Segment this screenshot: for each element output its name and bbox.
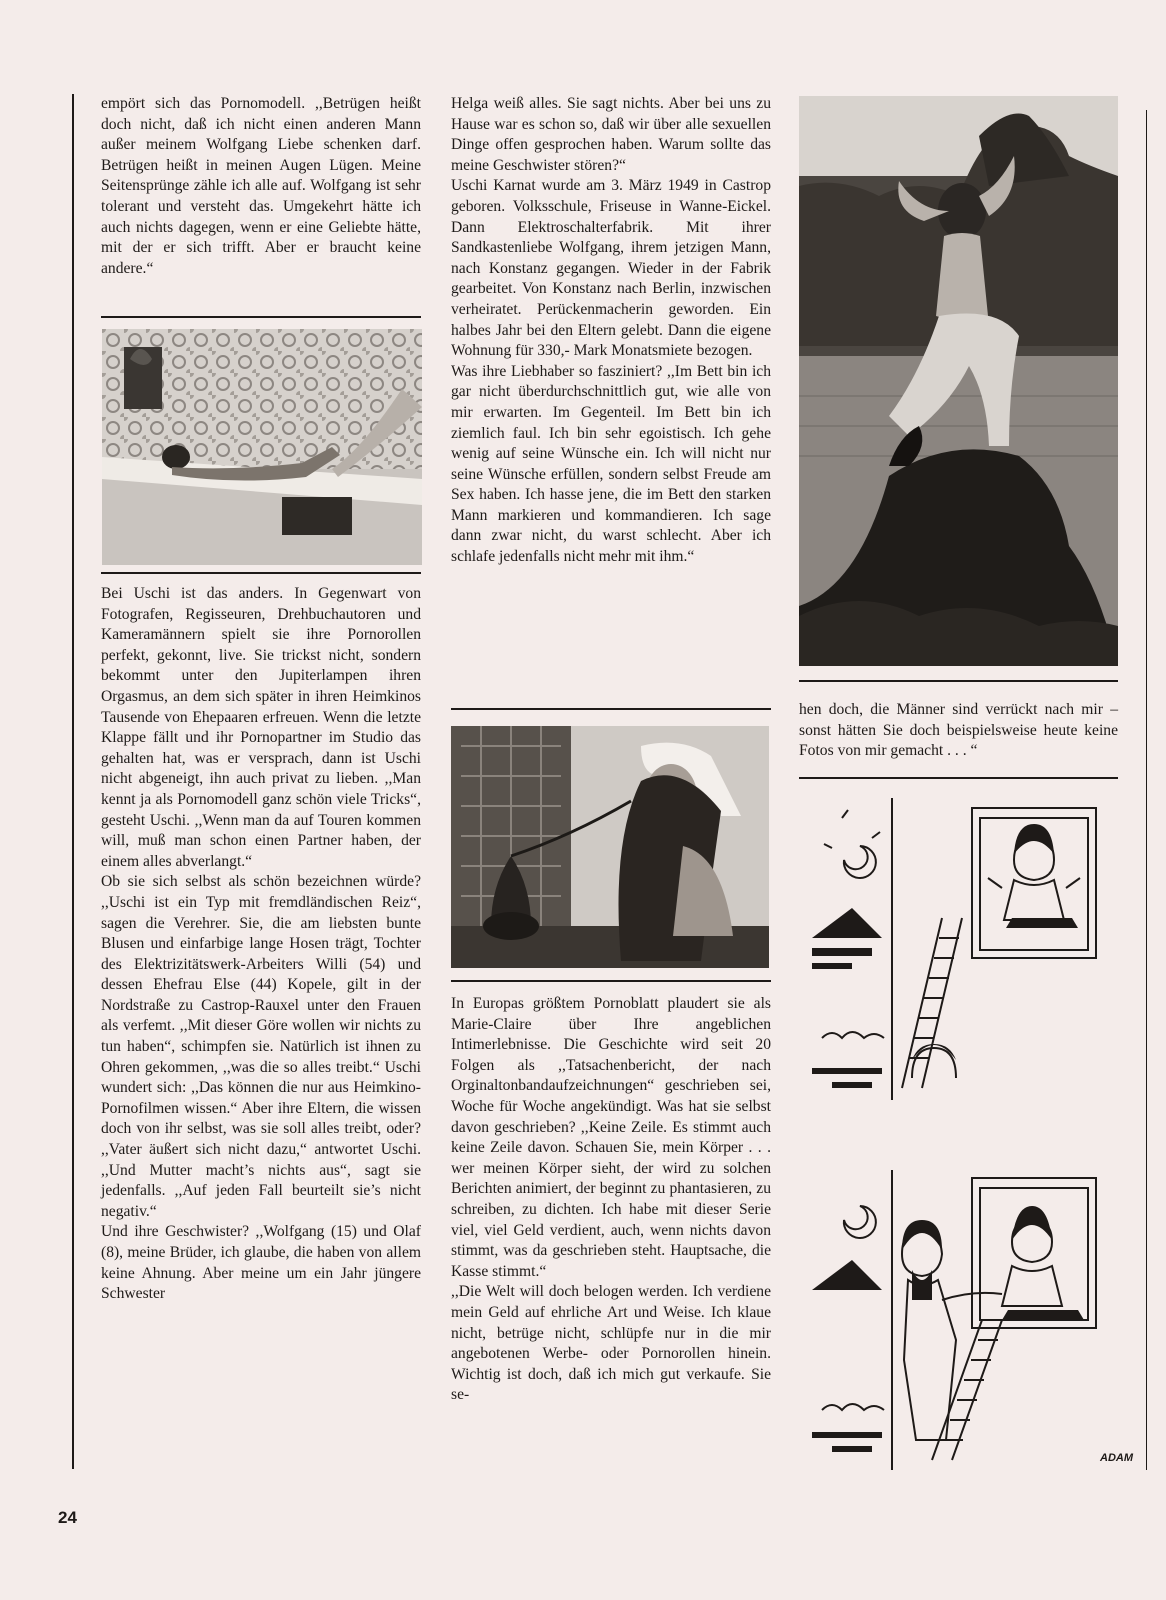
column-1-block-2: [101, 584, 421, 1305]
paragraph: Und ihre Geschwister? ,,Wolfgang (15) und Olaf (8), meine Brüder, ich glaube, die haben von allem keine Ahnung. Aber meine um ein Jahr jüngere Schwester: [101, 1223, 421, 1303]
column-1-block-1: [101, 94, 421, 279]
column-1-divider-top: [101, 316, 421, 318]
paragraph: Bei Uschi ist das anders. In Gegenwart von Fotografen, Regisseuren, Drehbuchautoren und Kameramännern spielt sie ihre Pornorollen perfekt, gekonnt, live. Sie trickst nicht, sondern bekommt unter den Jupiterlampen ihren Orgasmus, an dem sich später in ihren Heimkinos Tausende von Ehepaaren erfreuen. Wenn die letzte Klappe fällt und ihr Pornopartner im Studio das gehalten hat, was er versprach, dann ist Uschi nicht abgeneigt, ihn auch privat zu lieben. ,,Man kennt ja als Pornomodell ganz schön viele Tricks“, gesteht Uschi. ,,Wenn man da auf Touren kommen will, muß man schon einen Partner haben, der einem alles abverlangt.“: [101, 585, 421, 870]
right-margin-rule: [1146, 110, 1147, 1470]
column-2-divider-top: [451, 708, 771, 710]
paragraph: Ob sie sich selbst als schön bezeichnen würde? ,,Uschi ist ein Typ mit fremdländischen Reiz“, sagen die Verehrer. Sie, die am liebsten bunte Blusen und einfarbige lange Hosen trägt, Tochter des Elektrizitätswerk-Arbeiters Willi (54) und dessen Ehefrau Else (44) Kopele, gilt in der Nordstraße zu Castrop-Rauxel unter den Frauen als verfemt. ,,Mit dieser Göre wollen wir nichts zu tun haben“, schimpfen sie. Natürlich ist ihnen zu Ohren gekommen, ,,was die so alles treibt.“ Uschi wundert sich: ,,Das können die nur aus Heimkino-Pornofilmen wissen.“ Aber ihre Eltern, die wissen doch von ihr selbst, was sie soll alles treibt, oder? ,,Vater äußert sich nicht dazu,“ antwortet Uschi. ,,Und Mutter macht’s nichts aus“, sagt sie jedenfalls. ,,Auf jeden Fall beurteilt sie’s nicht negativ.“: [101, 873, 421, 1220]
bathtub-photo: [102, 329, 422, 565]
column-2-divider-mid: [451, 980, 771, 982]
column-2-block-2: [451, 994, 771, 1406]
cartoon-signature: ADAM: [1100, 1452, 1133, 1464]
paragraph: Was ihre Liebhaber so fasziniert? ,,Im Bett bin ich gar nicht überdurchschnittlich gut, wie alle von mir erwarten. Im Gegenteil. Im Bett bin ich ziemlich faul. Ich bin sehr egoistisch. Ich gehe wenig auf seine Wünsche ein. Ich will nicht nur seine Wünsche erfüllen, sondern selbst Freude am Sex haben. Ich hasse jene, die im Bett den starken Mann markieren und kommandieren. Ich sage dann zwar nicht, du warst schlecht. Aber ich schlafe jedenfalls nicht mehr mit ihm.“: [451, 362, 771, 566]
left-margin-rule: [72, 94, 74, 1469]
ladder-cartoon-panel-2: [812, 1170, 1102, 1470]
page-number: 24: [58, 1508, 77, 1527]
rocks-landscape-photo: [799, 96, 1118, 666]
hookah-photo: [451, 726, 769, 968]
paragraph: Uschi Karnat wurde am 3. März 1949 in Castrop geboren. Volksschule, Friseuse in Wanne-Eickel. Dann Elektroschalterfabrik. Mit ihrer Sandkastenliebe Wolfgang, ihrem jetzigen Mann, nach Konstanz gegangen. Wieder in der Fabrik gearbeitet. Von Konstanz nach Berlin, inzwischen verheiratet. Perückenmacherin geworden. Ein halbes Jahr bei den Eltern gelebt. Dann die eigene Wohnung für 330,- Mark Monatsmiete bezogen.: [451, 177, 771, 360]
column-2-block-1: [451, 94, 771, 568]
paragraph: In Europas größtem Pornoblatt plaudert sie als Marie-Claire über Ihre angeblichen Intimerlebnisse. Die Geschichte wird seit 20 Folgen als ,,Tatsachenbericht, der nach Orginaltonbandaufzeichnungen“ geschrieben sei, Woche für Woche angekündigt. Was hat sie selbst davon geschrieben? ,,Keine Zeile. Es stimmt auch keine Zeile davon. Schauen Sie, mein Körper . . . wer meinen Körper sieht, der wird zu solchen Berichten animiert, der beginnt zu phantasieren, zu schreiben, zu dichten. Ich habe mit dieser Serie viel, viel Geld verdient, auch, wenn nichts davon stimmt, was da geschrieben steht. Hauptsache, die Kasse stimmt.“: [451, 995, 771, 1280]
column-3-divider-top: [799, 680, 1118, 682]
column-3-divider-mid: [799, 777, 1118, 779]
paragraph: Helga weiß alles. Sie sagt nichts. Aber bei uns zu Hause war es schon so, daß wir über alle sexuellen Dinge offen gesprochen haben. Warum sollte das meine Geschwister stören?“: [451, 95, 771, 174]
paragraph: hen doch, die Männer sind verrückt nach mir – sonst hätten Sie doch beispielsweise heute keine Fotos von mir gemacht . . . “: [799, 701, 1118, 760]
column-3-block-1: [799, 700, 1118, 762]
column-1-divider-mid: [101, 572, 421, 574]
ladder-cartoon-panel-1: [812, 798, 1102, 1100]
paragraph: empört sich das Pornomodell. ,,Betrügen heißt doch nicht, daß ich nicht einen anderen Mann außer meinem Wolfgang Liebe schenken darf. Betrügen heißt in meinen Augen Lügen. Meine Seitensprünge zähle ich alle auf. Wolfgang ist sehr tolerant und versteht das. Umgekehrt hätte ich auch nichts dagegen, wenn er eine Geliebte hätte, mit der er sich trifft. Aber er braucht keine andere.“: [101, 95, 421, 277]
paragraph: ,,Die Welt will doch belogen werden. Ich verdiene mein Geld auf ehrliche Art und Weise. Ich klaue nicht, betrüge nicht, schlüpfe nur in die mir angebotenen Werbe- oder Pornorollen hinein. Wichtig ist doch, daß ich mich gut verkaufe. Sie se-: [451, 1283, 771, 1404]
